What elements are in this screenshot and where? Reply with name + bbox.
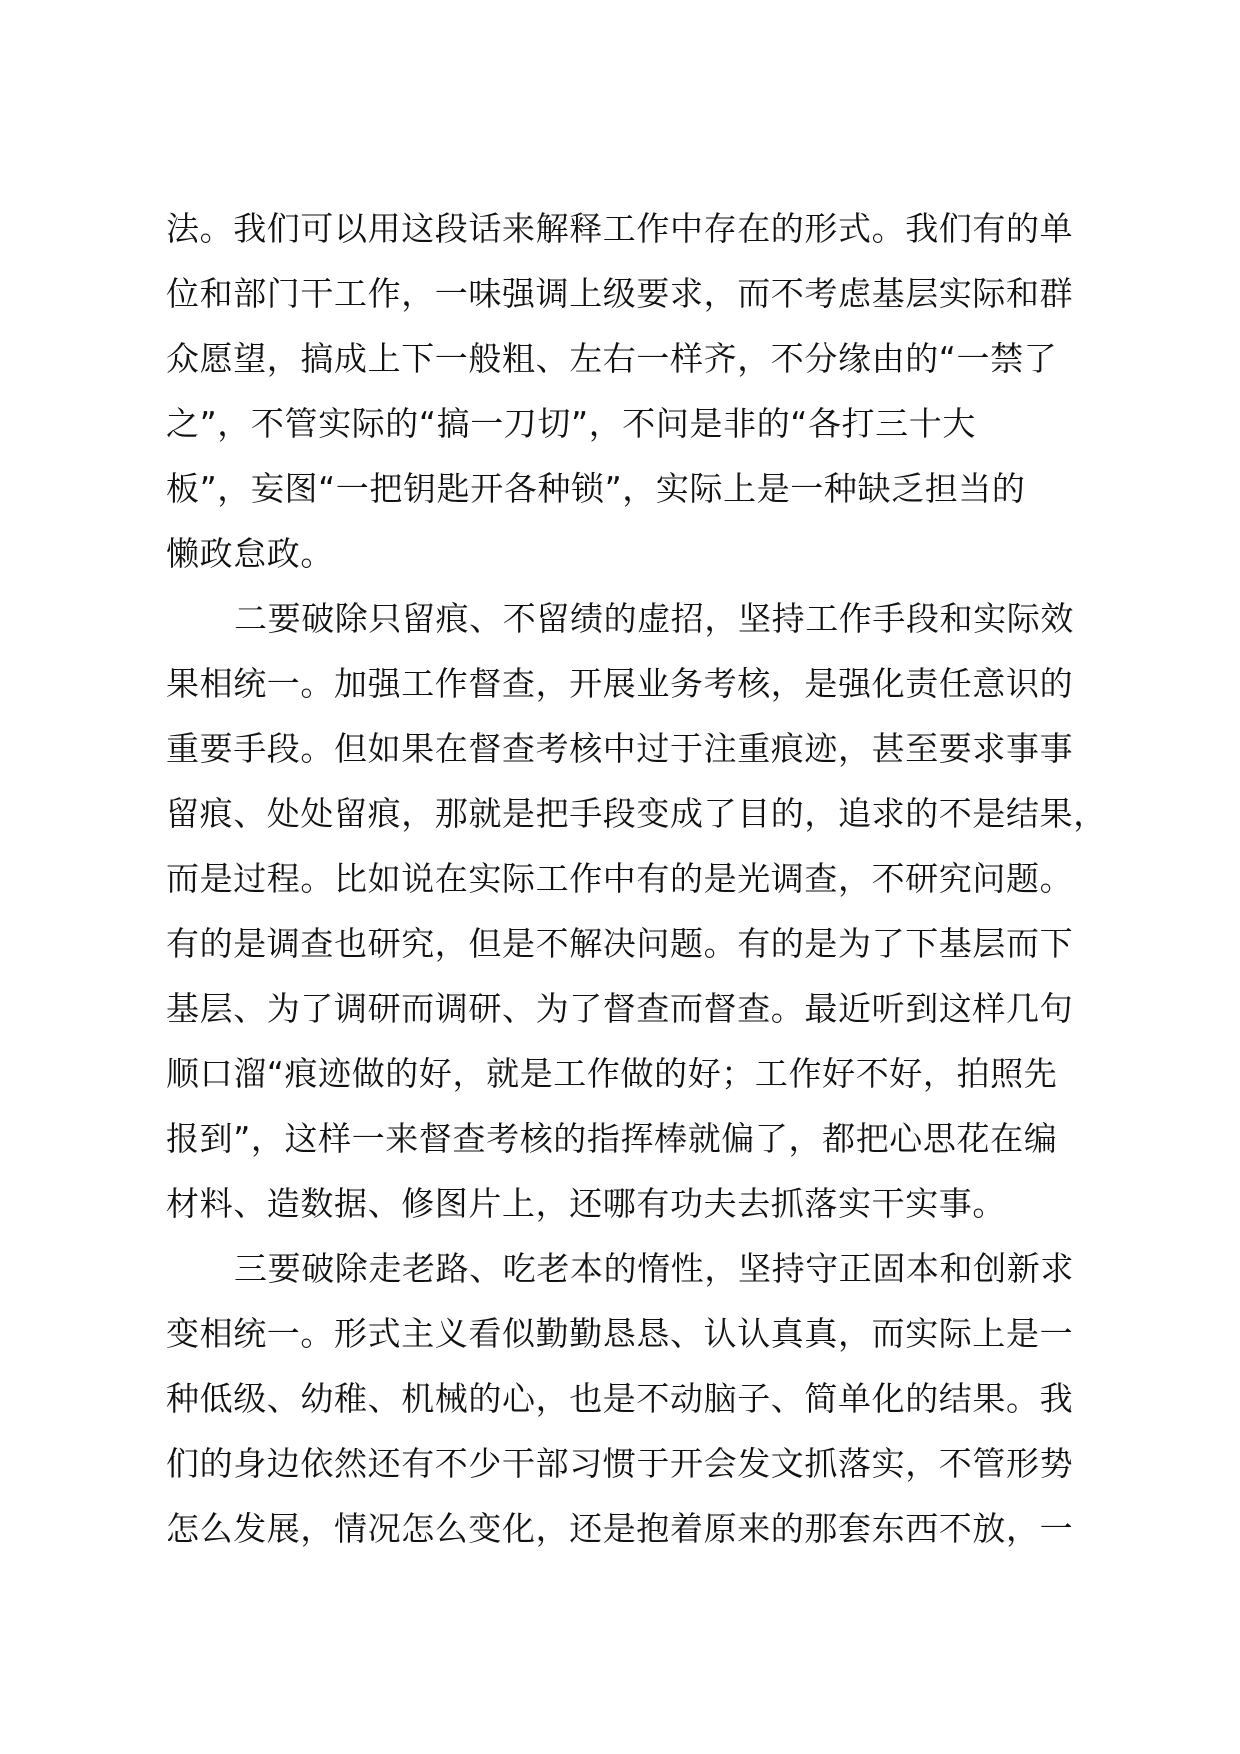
text-line: 果相统一。加强工作督查，开展业务考核，是强化责任意识的	[166, 664, 1074, 703]
text-line: 位和部门干工作，一味强调上级要求，而不考虑基层实际和群	[166, 274, 1074, 313]
text-line: 报到”，这样一来督查考核的指挥棒就偏了，都把心思花在编	[166, 1119, 1058, 1158]
body-text	[166, 196, 1107, 1561]
text-line: 们的身边依然还有不少干部习惯于开会发文抓落实，不管形势	[166, 1444, 1074, 1483]
text-line: 而是过程。比如说在实际工作中有的是光调查，不研究问题。	[166, 859, 1074, 898]
text-line: 怎么发展，情况怎么变化，还是抱着原来的那套东西不放，一	[166, 1509, 1074, 1548]
text-line: 变相统一。形式主义看似勤勤恳恳、认认真真，而实际上是一	[166, 1314, 1074, 1353]
text-line: 众愿望，搞成上下一般粗、左右一样齐，不分缘由的“一禁了	[166, 339, 1058, 378]
text-line: 种低级、幼稚、机械的心，也是不动脑子、简单化的结果。我	[166, 1379, 1074, 1418]
text-line: 之”，不管实际的“搞一刀切”，不问是非的“各打三十大	[166, 404, 976, 443]
paragraph-heading-line: 二要破除只留痕、不留绩的虚招，坚持工作手段和实际效	[234, 599, 1074, 638]
text-line: 板”，妄图“一把钥匙开各种锁”，实际上是一种缺乏担当的	[166, 469, 1026, 508]
text-line: 基层、为了调研而调研、为了督查而督查。最近听到这样几句	[166, 989, 1074, 1028]
text-line: 重要手段。但如果在督查考核中过于注重痕迹，甚至要求事事	[166, 729, 1074, 768]
paragraph-heading-line: 三要破除走老路、吃老本的惰性，坚持守正固本和创新求	[234, 1249, 1074, 1288]
text-line: 法。我们可以用这段话来解释工作中存在的形式。我们有的单	[166, 209, 1074, 248]
text-line: 有的是调查也研究，但是不解决问题。有的是为了下基层而下	[166, 924, 1074, 963]
text-line: 留痕、处处留痕，那就是把手段变成了目的，追求的不是结果，	[166, 794, 1107, 833]
text-line: 懒政怠政。	[166, 534, 334, 573]
text-line: 材料、造数据、修图片上，还哪有功夫去抓落实干实事。	[166, 1184, 1006, 1223]
text-line: 顺口溜“痕迹做的好，就是工作做的好；工作好不好，拍照先	[166, 1054, 1058, 1093]
